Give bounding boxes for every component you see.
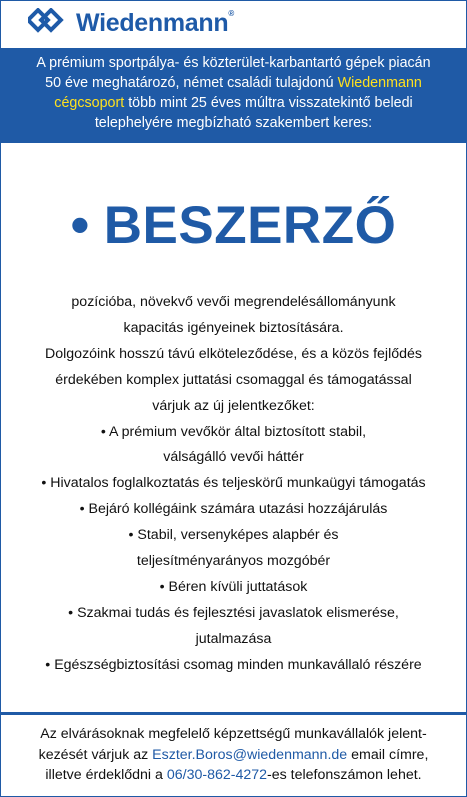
banner-line: cégcsoport több mint 25 éves múltra visszatekintő beledi — [54, 95, 413, 111]
footer-line: illetve érdeklődni a 06/30-862-4272-es telefonszámon lehet. — [45, 767, 422, 783]
body-line: érdekében komplex juttatási csomaggal és támogatással — [55, 371, 412, 388]
banner-line: 50 éve meghatározó, német családi tulajdonú Wiedenmann — [45, 75, 422, 91]
phone-link[interactable]: 06/30-862-4272 — [166, 767, 268, 783]
email-link[interactable]: Eszter.Boros@wiedenmann.de — [152, 746, 348, 763]
footer-divider — [0, 712, 467, 715]
intro-banner — [0, 48, 467, 143]
wiedenmann-logo-icon — [28, 8, 68, 38]
title-text: BESZERZŐ — [103, 196, 397, 255]
benefit-item: • Bejáró kollégáink számára utazási hozzájárulás — [79, 501, 388, 518]
job-description — [0, 290, 467, 679]
footer-line: kezését várjuk az Eszter.Boros@wiedenmann.de email címre, — [38, 746, 429, 763]
highlight-company: Wiedenmann — [337, 75, 422, 91]
body-line: Dolgozóink hosszú távú elköteleződése, és a közös fejlődés — [45, 345, 422, 362]
benefit-item: • Stabil, versenyképes alapbér és — [128, 527, 339, 544]
highlight-company: cégcsoport — [54, 95, 125, 111]
benefit-item: • Hivatalos foglalkoztatás és teljeskörű munkaügyi támogatás — [41, 475, 426, 492]
contact-footer — [0, 724, 467, 786]
benefit-item: válságálló vevői háttér — [163, 449, 304, 466]
logo-name: Wiedenmann® — [76, 8, 234, 37]
benefit-item: • Béren kívüli juttatások — [159, 578, 308, 595]
body-line: várjuk az új jelentkezőket: — [152, 397, 315, 414]
benefit-item: teljesítményarányos mozgóbér — [136, 553, 331, 570]
benefit-item: jutalmazása — [195, 630, 272, 647]
job-title — [0, 196, 467, 256]
wiedenmann-logo — [28, 6, 234, 40]
benefit-item: • A prémium vevőkör által biztosított stabil, — [100, 423, 367, 440]
benefit-item: • Egészségbiztosítási csomag minden munkavállaló részére — [45, 656, 422, 673]
banner-line: telephelyére megbízható szakembert keres: — [94, 115, 373, 131]
body-line: pozícióba, növekvő vevői megrendelésállományunk — [71, 294, 396, 310]
title-bullet: • — [70, 196, 90, 255]
body-line: kapacitás igényeinek biztosítására. — [123, 319, 344, 336]
benefit-item: • Szakmai tudás és fejlesztési javaslatok elismerése, — [68, 604, 399, 621]
footer-line: Az elvárásoknak megfelelő képzettségű munkavállalók jelent- — [40, 726, 427, 742]
banner-line: A prémium sportpálya- és közterület-karbantartó gépek piacán — [36, 55, 431, 71]
